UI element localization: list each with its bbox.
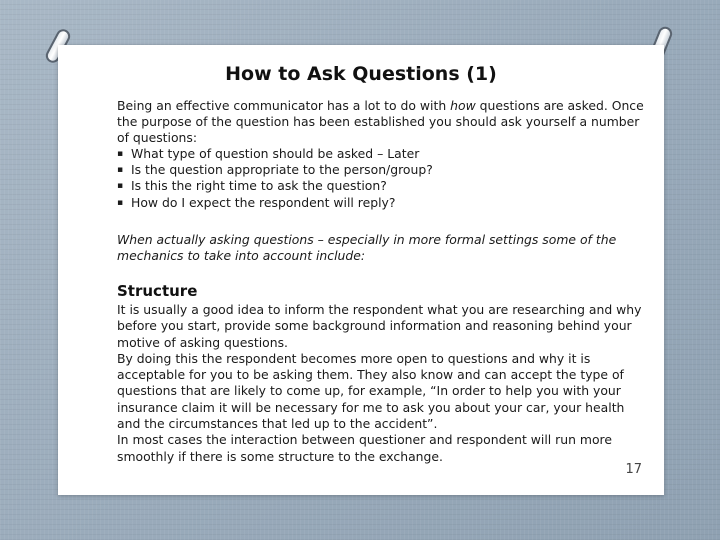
intro-paragraph xyxy=(117,98,647,146)
question-list xyxy=(117,146,647,210)
structure-section xyxy=(117,302,645,465)
slide-title: How to Ask Questions (1) xyxy=(225,63,497,85)
page-number: 17 xyxy=(625,462,642,477)
structure-paragraph: By doing this the respondent becomes more open to questions and why it is acceptable for you to be asking them. They also know and can accept the type of questions that are likely to come up, for example, “In order to help you with your insurance claim it will be necessary for me to ask you about your car, your health and the circumstances that led up to the accident”. xyxy=(117,350,625,432)
intro-section xyxy=(117,98,647,211)
list-item: ▪ Is this the right time to ask the question? xyxy=(117,178,647,194)
mechanics-note: When actually asking questions – especially in more formal settings some of the mechanics to take into account include: xyxy=(117,232,617,264)
list-item: ▪ How do I expect the respondent will reply? xyxy=(117,195,647,211)
list-item: ▪ What type of question should be asked – Later xyxy=(117,146,647,162)
intro-prefix: Being an effective communicator has a lot to do with xyxy=(117,98,451,113)
section-heading: Structure xyxy=(117,282,198,300)
structure-paragraph: It is usually a good idea to inform the respondent what you are researching and why before you start, provide some background information and reasoning behind your motive of asking questions. xyxy=(117,302,642,350)
intro-emphasis: how xyxy=(450,98,476,113)
list-item: ▪ Is the question appropriate to the person/group? xyxy=(117,162,647,178)
intro-suffix: questions are asked. Once the purpose of the question has been established you should ask yourself a number of questions: xyxy=(117,98,644,146)
structure-paragraph: In most cases the interaction between questioner and respondent will run more smoothly if there is some structure to the exchange. xyxy=(117,432,612,464)
